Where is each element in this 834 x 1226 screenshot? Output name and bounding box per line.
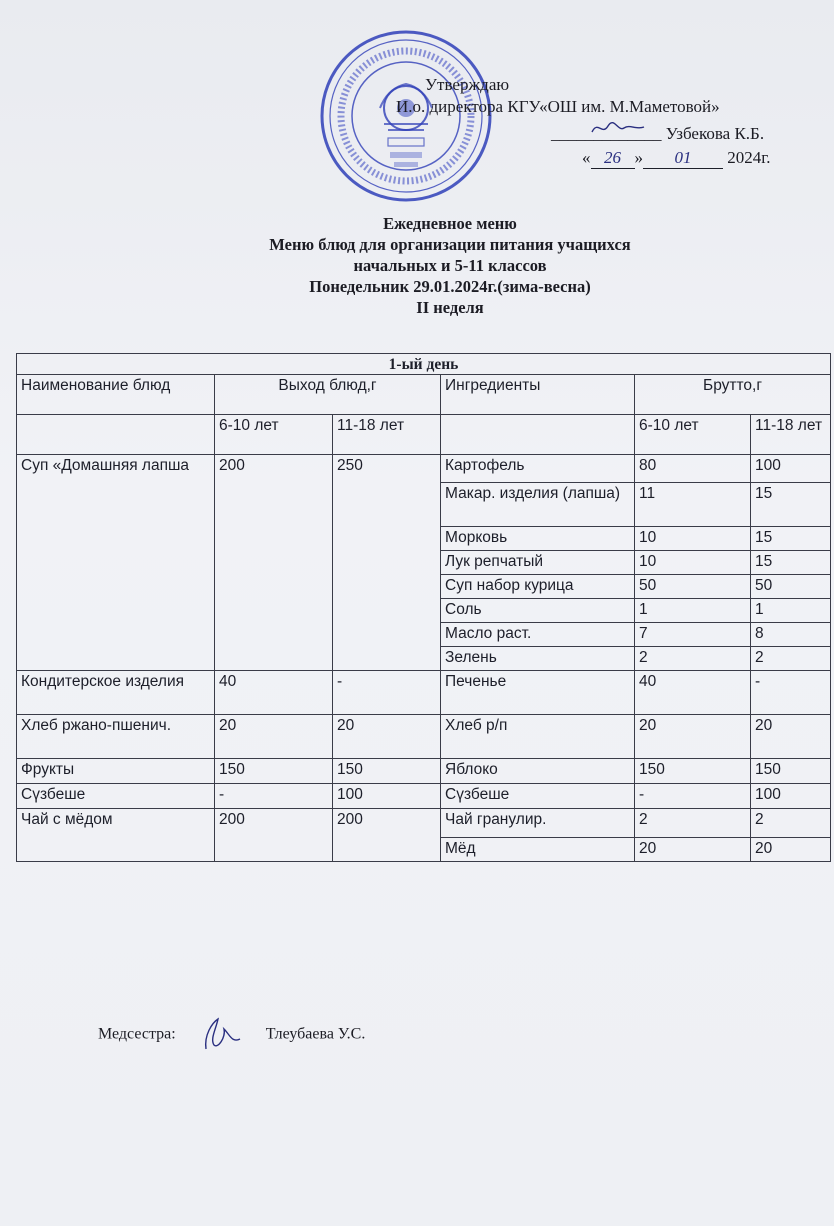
dish-name: Суп «Домашняя лапша xyxy=(17,455,215,671)
ingredient-gross-11-18: 150 xyxy=(751,759,831,784)
dish-yield-6-10: 20 xyxy=(215,715,333,759)
ingredient-name: Лук репчатый xyxy=(441,551,635,575)
heading-line-5: II неделя xyxy=(416,298,484,317)
header-yield: Выход блюд,г xyxy=(215,375,441,415)
subheader-empty-dish xyxy=(17,415,215,455)
approval-position: И.о. директора КГУ«ОШ им. М.Маметовой» xyxy=(396,97,720,116)
subheader-yield-a: 6-10 лет xyxy=(215,415,333,455)
ingredient-name: Зелень xyxy=(441,647,635,671)
dish-yield-6-10: 40 xyxy=(215,671,333,715)
ingredient-gross-6-10: 80 xyxy=(635,455,751,483)
header-row xyxy=(17,375,831,415)
ingredient-gross-11-18: 20 xyxy=(751,715,831,759)
ingredient-gross-6-10: 10 xyxy=(635,527,751,551)
ingredient-gross-6-10: 50 xyxy=(635,575,751,599)
ingredient-name: Чай гранулир. xyxy=(441,809,635,838)
ingredient-gross-11-18: - xyxy=(751,671,831,715)
ingredient-name: Хлеб р/п xyxy=(441,715,635,759)
dish-yield-6-10: 150 xyxy=(215,759,333,784)
ingredient-gross-11-18: 15 xyxy=(751,551,831,575)
table-row xyxy=(17,759,831,784)
table-row xyxy=(17,784,831,809)
menu-table xyxy=(16,353,831,862)
ingredient-name: Печенье xyxy=(441,671,635,715)
nurse-name: Тлеубаева У.С. xyxy=(265,1025,366,1043)
approval-date: « 26 » 01 2024г. xyxy=(582,148,771,167)
nurse-signature xyxy=(196,1015,248,1055)
ingredient-gross-11-18: 2 xyxy=(751,647,831,671)
signature-blank: _____________ xyxy=(551,124,662,143)
nurse-label: Медсестра: xyxy=(98,1025,176,1043)
subheader-gross-a: 6-10 лет xyxy=(635,415,751,455)
heading-line-1: Ежедневное меню xyxy=(383,214,517,233)
header-gross: Брутто,г xyxy=(635,375,831,415)
dish-yield-6-10: - xyxy=(215,784,333,809)
ingredient-gross-11-18: 15 xyxy=(751,483,831,527)
approval-signature-line xyxy=(551,124,764,144)
dish-yield-6-10: 200 xyxy=(215,455,333,671)
dish-yield-6-10: 200 xyxy=(215,809,333,862)
ingredient-name: Морковь xyxy=(441,527,635,551)
ingredient-name: Соль xyxy=(441,599,635,623)
subheader-row xyxy=(17,415,831,455)
dish-name: Чай с мёдом xyxy=(17,809,215,862)
director-name: Узбекова К.Б. xyxy=(665,124,765,143)
subheader-yield-b: 11-18 лет xyxy=(333,415,441,455)
table-row xyxy=(17,455,831,483)
dish-yield-11-18: 250 xyxy=(333,455,441,671)
dish-name: Фрукты xyxy=(17,759,215,784)
table-row xyxy=(17,715,831,759)
dish-yield-11-18: 200 xyxy=(333,809,441,862)
ingredient-gross-11-18: 100 xyxy=(751,784,831,809)
header-ingredients: Ингредиенты xyxy=(441,375,635,415)
ingredient-gross-6-10: 11 xyxy=(635,483,751,527)
heading-line-4: Понедельник 29.01.2024г.(зима-весна) xyxy=(309,277,591,296)
heading-line-2: Меню блюд для организации питания учащихся xyxy=(269,235,631,254)
ingredient-gross-6-10: 150 xyxy=(635,759,751,784)
ingredient-gross-11-18: 50 xyxy=(751,575,831,599)
ingredient-name: Яблоко xyxy=(441,759,635,784)
heading-line-3: начальных и 5-11 классов xyxy=(353,256,547,275)
ingredient-gross-11-18: 8 xyxy=(751,623,831,647)
dish-yield-11-18: 20 xyxy=(333,715,441,759)
ingredient-name: Картофель xyxy=(441,455,635,483)
day-label: 1-ый день xyxy=(17,354,831,375)
ingredient-gross-6-10: 40 xyxy=(635,671,751,715)
ingredient-name: Суп набор курица xyxy=(441,575,635,599)
ingredient-gross-6-10: - xyxy=(635,784,751,809)
table-row xyxy=(17,671,831,715)
menu-heading xyxy=(120,213,780,318)
ingredient-gross-11-18: 15 xyxy=(751,527,831,551)
date-month: 01 xyxy=(643,148,723,169)
ingredient-gross-6-10: 10 xyxy=(635,551,751,575)
ingredient-gross-11-18: 20 xyxy=(751,838,831,862)
ingredient-name: Мёд xyxy=(441,838,635,862)
dish-name: Сүзбеше xyxy=(17,784,215,809)
table-row xyxy=(17,809,831,838)
date-day: 26 xyxy=(591,148,635,169)
ingredient-gross-6-10: 2 xyxy=(635,647,751,671)
subheader-gross-b: 11-18 лет xyxy=(751,415,831,455)
ingredient-gross-6-10: 20 xyxy=(635,715,751,759)
subheader-empty-ingredients xyxy=(441,415,635,455)
director-signature xyxy=(588,118,648,140)
dish-yield-11-18: - xyxy=(333,671,441,715)
dish-name: Кондитерское изделия xyxy=(17,671,215,715)
approval-title: Утверждаю xyxy=(425,75,510,94)
dish-name: Хлеб ржано-пшенич. xyxy=(17,715,215,759)
ingredient-name: Сүзбеше xyxy=(441,784,635,809)
ingredient-name: Масло раст. xyxy=(441,623,635,647)
ingredient-gross-6-10: 20 xyxy=(635,838,751,862)
ingredient-gross-11-18: 2 xyxy=(751,809,831,838)
day-row xyxy=(17,354,831,375)
ingredient-gross-6-10: 1 xyxy=(635,599,751,623)
ingredient-gross-11-18: 1 xyxy=(751,599,831,623)
date-year: 2024г. xyxy=(727,148,771,167)
header-dish: Наименование блюд xyxy=(17,375,215,415)
dish-yield-11-18: 100 xyxy=(333,784,441,809)
ingredient-gross-6-10: 7 xyxy=(635,623,751,647)
ingredient-gross-11-18: 100 xyxy=(751,455,831,483)
ingredient-name: Макар. изделия (лапша) xyxy=(441,483,635,527)
ingredient-gross-6-10: 2 xyxy=(635,809,751,838)
nurse-signature-block xyxy=(98,1015,365,1055)
dish-yield-11-18: 150 xyxy=(333,759,441,784)
